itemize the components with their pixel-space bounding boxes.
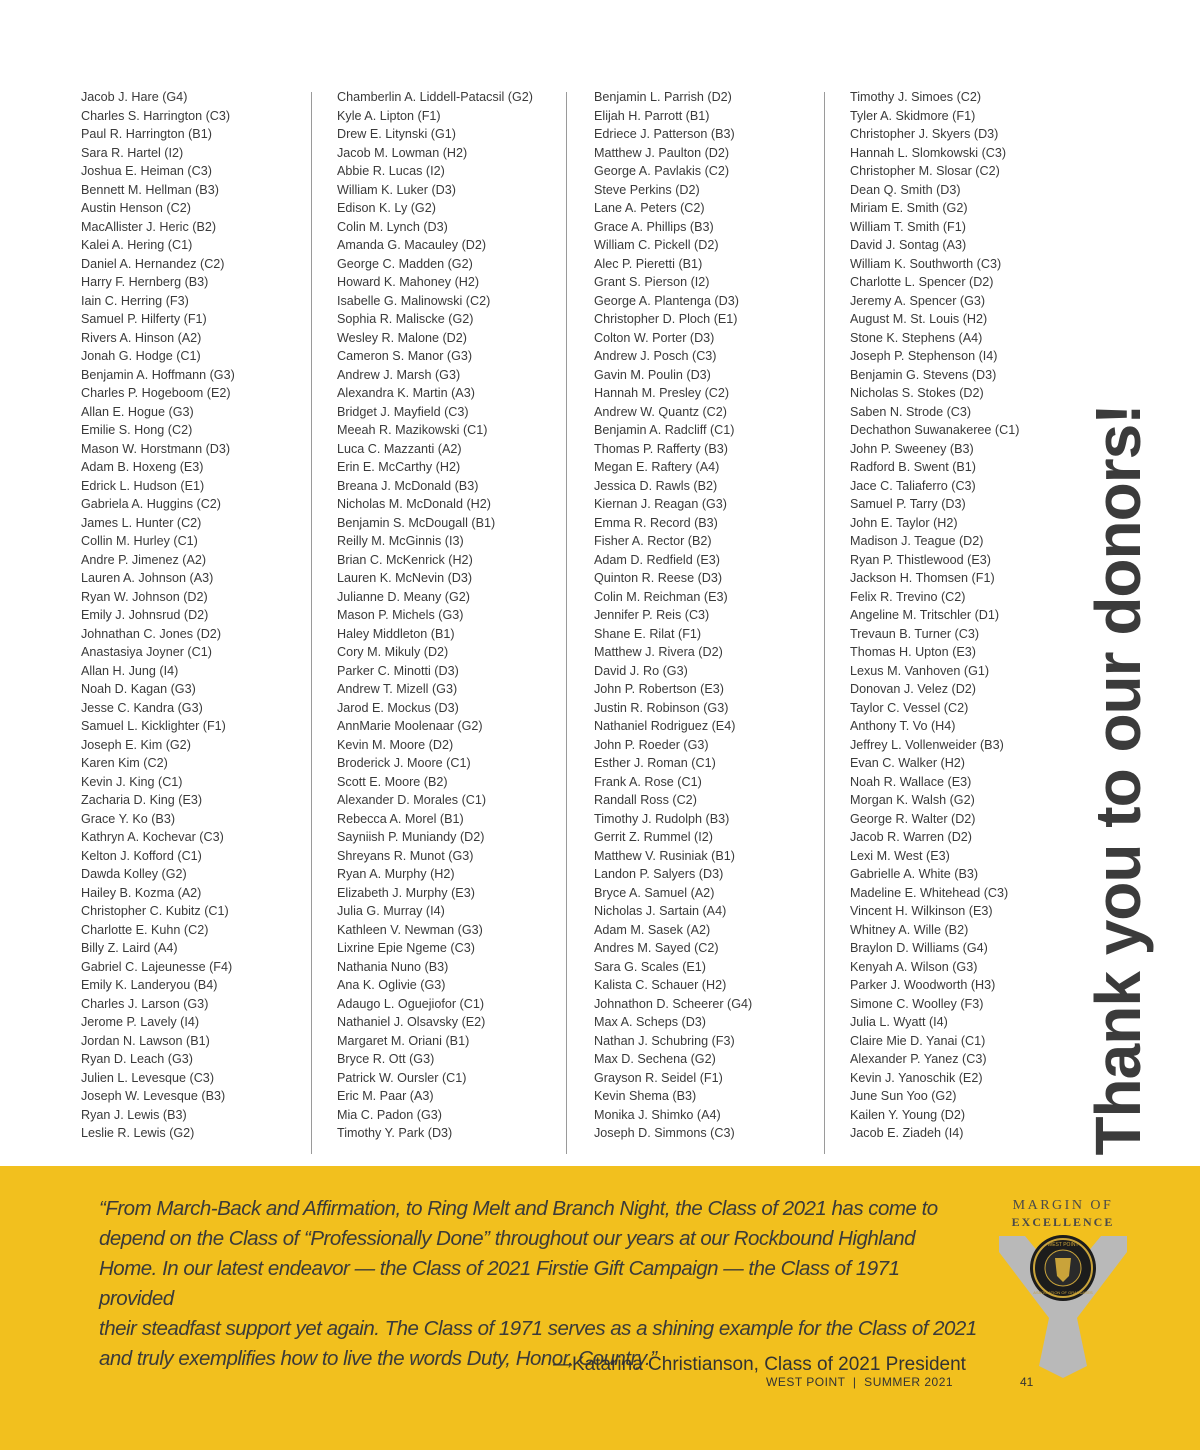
donor-name: Grace Y. Ko (B3) bbox=[81, 811, 176, 826]
donor-name: Karen Kim (C2) bbox=[81, 756, 168, 770]
quote bbox=[99, 1194, 979, 1374]
donor-name: Zacharia D. King (E3) bbox=[81, 793, 203, 807]
donor-name: Nicholas S. Stokes (D2) bbox=[850, 386, 984, 400]
donor-name: Haley Middleton (B1) bbox=[337, 626, 455, 641]
donor-name: Paul R. Harrington (B1) bbox=[81, 127, 212, 141]
donor-name: Andrew W. Quantz (C2) bbox=[594, 404, 727, 419]
donor-name: Jonah G. Hodge (C1) bbox=[81, 349, 201, 363]
donor-name: Erin E. McCarthy (H2) bbox=[337, 460, 461, 474]
donor-name: Lauren K. McNevin (D3) bbox=[337, 571, 473, 585]
donor-name: Matthew V. Rusiniak (B1) bbox=[594, 848, 735, 863]
donor-name: Kathryn A. Kochevar (C3) bbox=[81, 830, 224, 844]
donor-name: Elizabeth J. Murphy (E3) bbox=[337, 885, 475, 900]
donor-name: Jessica D. Rawls (B2) bbox=[594, 478, 718, 493]
donor-name: Gavin M. Poulin (D3) bbox=[594, 367, 711, 382]
donor-name: Morgan K. Walsh (G2) bbox=[850, 793, 975, 807]
donor-name: Broderick J. Moore (C1) bbox=[337, 756, 471, 770]
donor-name: Claire Mie D. Yanai (C1) bbox=[850, 1033, 986, 1048]
donor-name: Kevin M. Moore (D2) bbox=[337, 737, 454, 752]
donor-name: Jacob E. Ziadeh (I4) bbox=[850, 1126, 964, 1140]
donor-name: Adaugo L. Oguejiofor (C1) bbox=[337, 996, 485, 1011]
donor-name: Joseph D. Simmons (C3) bbox=[594, 1126, 735, 1140]
donor-name: Taylor C. Vessel (C2) bbox=[850, 700, 969, 715]
logo-line-1: MARGIN OF bbox=[1012, 1198, 1114, 1213]
donor-name: Johnathon D. Scheerer (G4) bbox=[594, 996, 753, 1011]
donor-name: Benjamin A. Radcliff (C1) bbox=[594, 423, 735, 437]
donor-name: Nathan J. Schubring (F3) bbox=[594, 1033, 735, 1048]
donor-name: Christopher C. Kubitz (C1) bbox=[81, 904, 229, 918]
donor-name: Esther J. Roman (C1) bbox=[594, 756, 716, 770]
donor-name: Lane A. Peters (C2) bbox=[594, 201, 705, 215]
donor-name: Mason P. Michels (G3) bbox=[337, 608, 464, 622]
donor-name: Brian C. McKenrick (H2) bbox=[337, 552, 473, 567]
donor-name: Fisher A. Rector (B2) bbox=[594, 534, 712, 548]
donor-name: Meeah R. Mazikowski (C1) bbox=[337, 423, 488, 437]
donor-name: Harry F. Hernberg (B3) bbox=[81, 275, 209, 289]
donor-name: Andre P. Jimenez (A2) bbox=[81, 552, 207, 567]
donor-name: George A. Plantenga (D3) bbox=[594, 293, 739, 308]
donor-name: Julia G. Murray (I4) bbox=[337, 904, 445, 918]
page-number: 41 bbox=[1020, 1375, 1034, 1389]
quote-line: Home. In our latest endeavor — the Class of 2021 Firstie Gift Campaign — the Class of 1971 provided bbox=[99, 1257, 900, 1310]
donor-name: Jarod E. Mockus (D3) bbox=[337, 700, 459, 715]
donor-name: Bryce A. Samuel (A2) bbox=[594, 885, 715, 900]
donor-name: Adam M. Sasek (A2) bbox=[594, 922, 711, 937]
donor-name: Lexi M. West (E3) bbox=[850, 848, 950, 863]
donor-name: Grayson R. Seidel (F1) bbox=[594, 1070, 723, 1085]
donor-name: Gabriela A. Huggins (C2) bbox=[81, 497, 221, 511]
donor-name: Thomas H. Upton (E3) bbox=[850, 645, 976, 659]
donor-name: Whitney A. Wille (B2) bbox=[850, 922, 969, 937]
donor-name: Vincent H. Wilkinson (E3) bbox=[850, 904, 993, 918]
donor-name: Sophia R. Maliscke (G2) bbox=[337, 312, 474, 326]
donor-name: Miriam E. Smith (G2) bbox=[850, 201, 968, 215]
quote-line: and truly exemplifies how to live the words Duty, Honor, Country.” bbox=[99, 1347, 657, 1370]
donor-name: Christopher M. Slosar (C2) bbox=[850, 164, 1000, 178]
donor-name: Tyler A. Skidmore (F1) bbox=[850, 108, 976, 123]
donor-name: William C. Pickell (D2) bbox=[594, 238, 719, 252]
donor-name: Kyle A. Lipton (F1) bbox=[337, 108, 441, 123]
side-title: Thank you to our donors! bbox=[1082, 404, 1154, 1156]
donor-name: Gabriel C. Lajeunesse (F4) bbox=[81, 959, 233, 974]
donor-name: Andrew J. Posch (C3) bbox=[594, 349, 717, 363]
donor-name: Joseph W. Levesque (B3) bbox=[81, 1089, 226, 1103]
donor-name: Julianne D. Meany (G2) bbox=[337, 589, 470, 604]
donor-name: Kathleen V. Newman (G3) bbox=[337, 922, 483, 937]
donor-name: Parker C. Minotti (D3) bbox=[337, 663, 459, 678]
donor-name: Dawda Kolley (G2) bbox=[81, 867, 187, 881]
donor-name: Patrick W. Oursler (C1) bbox=[337, 1070, 467, 1085]
donor-name: Bennett M. Hellman (B3) bbox=[81, 182, 219, 197]
donor-name: John P. Sweeney (B3) bbox=[850, 441, 974, 456]
donor-name: Ryan P. Thistlewood (E3) bbox=[850, 552, 991, 567]
donor-name: Kailen Y. Young (D2) bbox=[850, 1107, 966, 1122]
donor-name: William T. Smith (F1) bbox=[850, 219, 966, 234]
donor-name: Edrick L. Hudson (E1) bbox=[81, 478, 205, 493]
donor-name: Kevin Shema (B3) bbox=[594, 1089, 697, 1103]
donor-name: Jeffrey L. Vollenweider (B3) bbox=[850, 737, 1004, 752]
donor-name: Reilly M. McGinnis (I3) bbox=[337, 534, 464, 548]
donor-column-4 bbox=[850, 88, 1019, 1143]
donor-name: Margaret M. Oriani (B1) bbox=[337, 1033, 470, 1048]
donor-name: Max A. Scheps (D3) bbox=[594, 1015, 706, 1029]
donor-name: Matthew J. Rivera (D2) bbox=[594, 645, 723, 659]
donor-name: Lauren A. Johnson (A3) bbox=[81, 571, 214, 585]
donor-name: Braylon D. Williams (G4) bbox=[850, 941, 988, 955]
donor-column-2 bbox=[337, 88, 533, 1143]
donor-name: Ryan A. Murphy (H2) bbox=[337, 867, 455, 881]
donor-name: David J. Ro (G3) bbox=[594, 663, 688, 678]
donor-name: Collin M. Hurley (C1) bbox=[81, 534, 198, 548]
donor-name: Samuel P. Tarry (D3) bbox=[850, 497, 966, 511]
donor-name: Benjamin S. McDougall (B1) bbox=[337, 515, 496, 530]
donor-name: Mia C. Padon (G3) bbox=[337, 1107, 442, 1122]
logo-line-2: EXCELLENCE bbox=[1011, 1215, 1115, 1229]
donor-name: Allan E. Hogue (G3) bbox=[81, 404, 194, 419]
donor-name: Shane E. Rilat (F1) bbox=[594, 626, 702, 641]
donor-name: Dechathon Suwanakeree (C1) bbox=[850, 423, 1020, 437]
donor-name: Sara R. Hartel (I2) bbox=[81, 145, 184, 160]
donor-name: Andres M. Sayed (C2) bbox=[594, 941, 719, 955]
donor-name: Alexandra K. Martin (A3) bbox=[337, 386, 475, 400]
donor-name: Emilie S. Hong (C2) bbox=[81, 423, 193, 437]
donor-name: Iain C. Herring (F3) bbox=[81, 293, 189, 308]
donor-name: Jacob R. Warren (D2) bbox=[850, 830, 973, 844]
donor-name: Chamberlin A. Liddell-Patacsil (G2) bbox=[337, 90, 533, 104]
donor-name: Andrew T. Mizell (G3) bbox=[337, 682, 458, 696]
donor-name: Christopher J. Skyers (D3) bbox=[850, 127, 999, 141]
donor-name: Johnathan C. Jones (D2) bbox=[81, 626, 222, 641]
donor-name: Benjamin G. Stevens (D3) bbox=[850, 367, 997, 382]
donor-name: William K. Southworth (C3) bbox=[850, 256, 1002, 271]
donor-name: Jacob J. Hare (G4) bbox=[81, 90, 188, 104]
donor-name: William K. Luker (D3) bbox=[337, 182, 456, 197]
donor-name: Howard K. Mahoney (H2) bbox=[337, 275, 480, 289]
donor-name: Luca C. Mazzanti (A2) bbox=[337, 441, 462, 456]
quote-attribution: —Katarina Christianson, Class of 2021 President bbox=[553, 1354, 966, 1375]
donor-name: Emma R. Record (B3) bbox=[594, 515, 718, 530]
donor-name: Ryan W. Johnson (D2) bbox=[81, 589, 208, 604]
donor-name: Lexus M. Vanhoven (G1) bbox=[850, 663, 990, 678]
donor-name: Billy Z. Laird (A4) bbox=[81, 941, 178, 955]
donor-name: Megan E. Raftery (A4) bbox=[594, 460, 720, 474]
donor-name: Jackson H. Thomsen (F1) bbox=[850, 571, 995, 585]
donor-name: Kevin J. Yanoschik (E2) bbox=[850, 1070, 983, 1085]
donor-name: Bridget J. Mayfield (C3) bbox=[337, 404, 469, 419]
donor-name: Hannah M. Presley (C2) bbox=[594, 386, 730, 400]
donor-name: George R. Walter (D2) bbox=[850, 811, 976, 826]
donor-name: Colton W. Porter (D3) bbox=[594, 330, 715, 345]
seal-text-top: WEST POINT bbox=[1047, 1242, 1079, 1248]
donor-name: Elijah H. Parrott (B1) bbox=[594, 108, 710, 123]
margin-of-excellence-logo bbox=[997, 1198, 1129, 1378]
donor-name: Madison J. Teague (D2) bbox=[850, 534, 984, 548]
donor-name: Radford B. Swent (B1) bbox=[850, 460, 976, 474]
donor-name: Steve Perkins (D2) bbox=[594, 182, 700, 197]
donor-name: Lixrine Epie Ngeme (C3) bbox=[337, 941, 475, 955]
footer-publication: WEST POINT | SUMMER 2021 bbox=[766, 1375, 954, 1389]
donor-name: Felix R. Trevino (C2) bbox=[850, 589, 966, 604]
donor-name: Alexander P. Yanez (C3) bbox=[850, 1052, 987, 1066]
donor-name: June Sun Yoo (G2) bbox=[850, 1089, 957, 1103]
shield-emblem-icon bbox=[997, 1232, 1129, 1378]
donor-name: Randall Ross (C2) bbox=[594, 793, 697, 807]
donor-name: Sara G. Scales (E1) bbox=[594, 959, 706, 974]
donor-name: Andrew J. Marsh (G3) bbox=[337, 367, 461, 382]
donor-name: Benjamin L. Parrish (D2) bbox=[594, 90, 732, 104]
donor-name: Grant S. Pierson (I2) bbox=[594, 275, 710, 289]
donor-name: Jacob M. Lowman (H2) bbox=[337, 145, 468, 160]
donor-name: Joseph P. Stephenson (I4) bbox=[850, 349, 998, 363]
donor-name: Kevin J. King (C1) bbox=[81, 774, 183, 789]
donor-name: Rivers A. Hinson (A2) bbox=[81, 330, 202, 345]
donor-name: Timothy J. Rudolph (B3) bbox=[594, 811, 730, 826]
donor-name: Amanda G. Macauley (D2) bbox=[337, 238, 487, 252]
donor-name: Breana J. McDonald (B3) bbox=[337, 478, 479, 493]
donor-name: Grace A. Phillips (B3) bbox=[594, 219, 714, 234]
donor-name: Julien L. Levesque (C3) bbox=[81, 1070, 215, 1085]
donor-name: Angeline M. Tritschler (D1) bbox=[850, 608, 1000, 622]
donor-name: John E. Taylor (H2) bbox=[850, 515, 958, 530]
donor-name: Joseph E. Kim (G2) bbox=[81, 737, 191, 752]
donor-name: Kalei A. Hering (C1) bbox=[81, 238, 193, 252]
donor-name: Kelton J. Kofford (C1) bbox=[81, 848, 202, 863]
donor-column-1 bbox=[81, 88, 235, 1143]
column-divider bbox=[824, 92, 825, 1154]
donor-name: Edriece J. Patterson (B3) bbox=[594, 127, 735, 141]
donor-name: Monika J. Shimko (A4) bbox=[594, 1107, 721, 1122]
donor-name: Adam B. Hoxeng (E3) bbox=[81, 460, 204, 474]
donor-name: Mason W. Horstmann (D3) bbox=[81, 441, 231, 456]
donor-name: Eric M. Paar (A3) bbox=[337, 1089, 434, 1103]
seal-text-bottom: ASSOCIATION OF GRADUATES bbox=[1033, 1290, 1093, 1295]
donor-name: Charles J. Larson (G3) bbox=[81, 996, 209, 1011]
donor-name: Drew E. Litynski (G1) bbox=[337, 127, 456, 141]
donor-name: Shreyans R. Munot (G3) bbox=[337, 848, 474, 863]
donor-name: Christopher D. Ploch (E1) bbox=[594, 312, 738, 326]
donor-name: Jennifer P. Reis (C3) bbox=[594, 608, 710, 622]
donor-name: Anastasiya Joyner (C1) bbox=[81, 645, 212, 659]
donor-name: Madeline E. Whitehead (C3) bbox=[850, 885, 1009, 900]
donor-name: Allan H. Jung (I4) bbox=[81, 663, 179, 678]
donor-name: Hailey B. Kozma (A2) bbox=[81, 885, 202, 900]
donor-name: George C. Madden (G2) bbox=[337, 256, 473, 271]
donor-name: Saben N. Strode (C3) bbox=[850, 404, 972, 419]
donor-name: Simone C. Woolley (F3) bbox=[850, 996, 984, 1011]
donor-name: Frank A. Rose (C1) bbox=[594, 774, 702, 789]
donor-name: Scott E. Moore (B2) bbox=[337, 774, 448, 789]
donor-name: Nathaniel Rodriguez (E4) bbox=[594, 719, 736, 733]
donor-name: Charlotte E. Kuhn (C2) bbox=[81, 922, 209, 937]
donor-name: Austin Henson (C2) bbox=[81, 201, 191, 215]
donor-name: Edison K. Ly (G2) bbox=[337, 201, 436, 215]
donor-name: Jace C. Taliaferro (C3) bbox=[850, 478, 976, 493]
donor-name: Parker J. Woodworth (H3) bbox=[850, 978, 996, 992]
donor-name: Daniel A. Hernandez (C2) bbox=[81, 256, 225, 271]
donor-name: Thomas P. Rafferty (B3) bbox=[594, 441, 728, 456]
donor-name: Nathaniel J. Olsavsky (E2) bbox=[337, 1015, 486, 1029]
donor-column-3 bbox=[594, 88, 752, 1143]
donor-name: Benjamin A. Hoffmann (G3) bbox=[81, 367, 235, 382]
donor-name: Bryce R. Ott (G3) bbox=[337, 1052, 435, 1066]
donor-name: Joshua E. Heiman (C3) bbox=[81, 164, 212, 178]
donor-name: Charles S. Harrington (C3) bbox=[81, 108, 231, 123]
donor-name: Dean Q. Smith (D3) bbox=[850, 182, 961, 197]
donor-name: Max D. Sechena (G2) bbox=[594, 1052, 716, 1066]
donor-name: Alexander D. Morales (C1) bbox=[337, 793, 487, 807]
donor-name: Colin M. Lynch (D3) bbox=[337, 219, 448, 234]
donor-name: Sayniish P. Muniandy (D2) bbox=[337, 830, 485, 844]
donor-name: Jerome P. Lavely (I4) bbox=[81, 1015, 200, 1029]
donor-name: Rebecca A. Morel (B1) bbox=[337, 811, 464, 826]
donor-name: Ryan D. Leach (G3) bbox=[81, 1052, 193, 1066]
donor-name: Julia L. Wyatt (I4) bbox=[850, 1015, 948, 1029]
donor-name: Kenyah A. Wilson (G3) bbox=[850, 959, 978, 974]
donor-name: Isabelle G. Malinowski (C2) bbox=[337, 293, 491, 308]
donor-name: Nicholas J. Sartain (A4) bbox=[594, 904, 727, 918]
donor-name: Trevaun B. Turner (C3) bbox=[850, 626, 980, 641]
donor-name: Anthony T. Vo (H4) bbox=[850, 719, 956, 733]
quote-line: “From March-Back and Affirmation, to Ring Melt and Branch Night, the Class of 2021 has come to bbox=[99, 1197, 938, 1220]
donor-name: Justin R. Robinson (G3) bbox=[594, 700, 729, 715]
donor-name: David J. Sontag (A3) bbox=[850, 238, 967, 252]
donor-name: AnnMarie Moolenaar (G2) bbox=[337, 719, 483, 733]
donor-name: John P. Roeder (G3) bbox=[594, 737, 709, 752]
quote-line: depend on the Class of “Professionally Done” throughout our years at our Rockbound Highland bbox=[99, 1227, 916, 1250]
donor-name: Samuel P. Hilferty (F1) bbox=[81, 312, 207, 326]
donor-name: MacAllister J. Heric (B2) bbox=[81, 219, 217, 234]
donor-name: Quinton R. Reese (D3) bbox=[594, 571, 723, 585]
donor-name: Adam D. Redfield (E3) bbox=[594, 552, 720, 567]
donor-name: Noah D. Kagan (G3) bbox=[81, 682, 196, 696]
donor-name: Gerrit Z. Rummel (I2) bbox=[594, 830, 713, 844]
column-divider bbox=[311, 92, 312, 1154]
donor-name: Kalista C. Schauer (H2) bbox=[594, 978, 727, 992]
donor-name: Hannah L. Slomkowski (C3) bbox=[850, 145, 1007, 160]
donor-name: Evan C. Walker (H2) bbox=[850, 756, 965, 770]
donor-name: Stone K. Stephens (A4) bbox=[850, 330, 983, 345]
donor-name: Abbie R. Lucas (I2) bbox=[337, 164, 445, 178]
donor-name: Jordan N. Lawson (B1) bbox=[81, 1033, 210, 1048]
donor-name: Samuel L. Kicklighter (F1) bbox=[81, 719, 226, 733]
donor-name: Ryan J. Lewis (B3) bbox=[81, 1107, 187, 1122]
donor-name: Jeremy A. Spencer (G3) bbox=[850, 293, 986, 308]
donor-name: Cory M. Mikuly (D2) bbox=[337, 645, 449, 659]
donor-name: Alec P. Pieretti (B1) bbox=[594, 256, 703, 271]
donor-name: James L. Hunter (C2) bbox=[81, 515, 202, 530]
donor-name: Gabrielle A. White (B3) bbox=[850, 867, 979, 881]
donor-name: George A. Pavlakis (C2) bbox=[594, 164, 730, 178]
donor-name: Charlotte L. Spencer (D2) bbox=[850, 275, 994, 289]
donor-name: Leslie R. Lewis (G2) bbox=[81, 1126, 195, 1140]
quote-line: their steadfast support yet again. The Class of 1971 serves as a shining example for the Class of 2021 bbox=[99, 1317, 977, 1340]
donor-name: Jesse C. Kandra (G3) bbox=[81, 700, 203, 715]
donor-name: Kiernan J. Reagan (G3) bbox=[594, 497, 728, 511]
donor-name: John P. Robertson (E3) bbox=[594, 682, 724, 696]
column-divider bbox=[566, 92, 567, 1154]
donor-name: Ana K. Oglivie (G3) bbox=[337, 978, 446, 992]
donor-name: Nicholas M. McDonald (H2) bbox=[337, 497, 491, 511]
donor-name: Emily K. Landeryou (B4) bbox=[81, 978, 218, 992]
donor-name: Landon P. Salyers (D3) bbox=[594, 867, 724, 881]
donor-name: Wesley R. Malone (D2) bbox=[337, 330, 467, 345]
donor-name: Charles P. Hogeboom (E2) bbox=[81, 386, 231, 400]
donor-name: Emily J. Johnsrud (D2) bbox=[81, 608, 209, 622]
donor-name: Donovan J. Velez (D2) bbox=[850, 682, 976, 696]
donor-name: Timothy Y. Park (D3) bbox=[337, 1126, 453, 1140]
donor-name: Noah R. Wallace (E3) bbox=[850, 774, 972, 789]
donor-name: Cameron S. Manor (G3) bbox=[337, 349, 473, 363]
donor-name: Colin M. Reichman (E3) bbox=[594, 589, 728, 604]
donor-name: Nathania Nuno (B3) bbox=[337, 959, 449, 974]
donor-name: Timothy J. Simoes (C2) bbox=[850, 90, 982, 104]
donor-name: Matthew J. Paulton (D2) bbox=[594, 145, 730, 160]
donor-name: August M. St. Louis (H2) bbox=[850, 312, 988, 326]
